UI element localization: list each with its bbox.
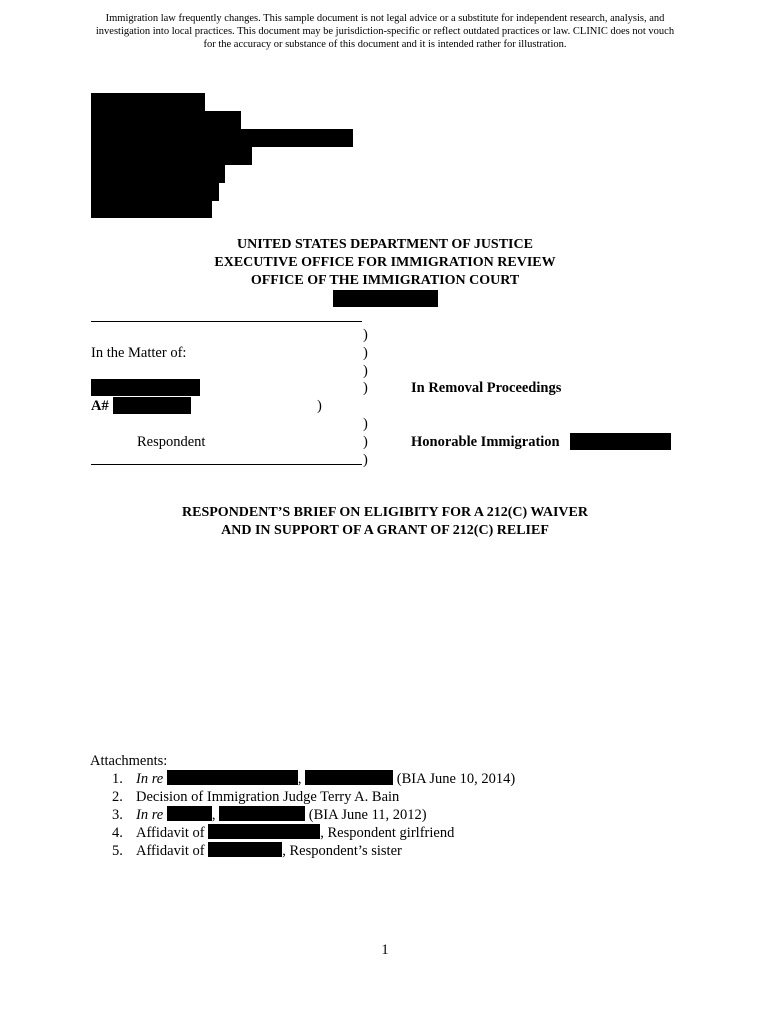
disclaimer — [60, 12, 710, 51]
respondent-label: Respondent — [137, 434, 206, 450]
attachment-suffix: (BIA June 10, 2014) — [396, 771, 516, 787]
caption-top-rule — [91, 321, 362, 322]
redaction-address-line-1 — [91, 93, 205, 111]
caption-paren: ) — [363, 452, 368, 468]
caption-paren: ) — [363, 434, 368, 450]
redaction-respondent-name — [91, 379, 200, 396]
redaction-judge-name — [570, 433, 671, 450]
caption-paren: ) — [363, 416, 368, 432]
redaction-address-line-3 — [91, 129, 353, 147]
disclaimer-line-1: Immigration law frequently changes. This sample document is not legal advice or a substitute for independent research, analysis, and — [105, 13, 665, 24]
caption-paren: ) — [363, 327, 368, 343]
redaction-address-line-6 — [91, 183, 219, 201]
redaction-a-number — [113, 397, 191, 414]
attachment-text: Decision of Immigration Judge Terry A. Bain — [136, 789, 400, 805]
caption-paren: ) — [317, 398, 322, 414]
attachment-suffix: , Respondent’s sister — [282, 843, 402, 859]
attachment-suffix: (BIA June 11, 2012) — [308, 807, 427, 823]
attachment-suffix: , Respondent girlfriend — [320, 825, 455, 841]
redaction-court-location — [333, 290, 438, 307]
a-number-label: A# — [91, 398, 109, 414]
attachment-number: 1. — [112, 771, 123, 787]
attachment-item — [90, 806, 427, 824]
redaction-affiant-name — [208, 842, 282, 857]
disclaimer-line-3: for the accuracy or substance of this document and it is intended rather for illustration. — [203, 39, 567, 50]
redaction-a-number — [305, 770, 393, 785]
redaction-address-line-4 — [91, 147, 252, 165]
attachment-item — [90, 770, 516, 788]
attachment-number: 4. — [112, 825, 123, 841]
court-heading-line-2: EXECUTIVE OFFICE FOR IMMIGRATION REVIEW — [214, 255, 556, 270]
court-heading-line-1: UNITED STATES DEPARTMENT OF JUSTICE — [237, 237, 533, 252]
caption-paren: ) — [363, 345, 368, 361]
page-number: 1 — [381, 942, 389, 958]
redaction-case-name — [167, 770, 298, 785]
caption-paren: ) — [363, 363, 368, 379]
redaction-a-number — [219, 806, 305, 821]
attachment-item — [90, 788, 400, 806]
attachment-number: 3. — [112, 807, 123, 823]
attachment-prefix: Affidavit of — [136, 843, 205, 859]
attachments-label: Attachments: — [90, 753, 168, 769]
matter-label: In the Matter of: — [91, 345, 187, 361]
attachments-list — [90, 752, 516, 860]
judge-label: Honorable Immigration — [411, 434, 560, 450]
attachment-item — [90, 824, 455, 842]
attachment-prefix: In re — [136, 807, 164, 823]
attachment-number: 5. — [112, 843, 123, 859]
brief-title-line-2: AND IN SUPPORT OF A GRANT OF 212(C) RELIEF — [221, 523, 549, 538]
proceedings-label: In Removal Proceedings — [411, 380, 562, 396]
attachment-separator: , — [211, 807, 216, 823]
attachments-label-row — [90, 752, 167, 770]
attachment-prefix: Affidavit of — [136, 825, 205, 841]
caption-bottom-rule — [91, 464, 362, 465]
redaction-address-line-5 — [91, 165, 225, 183]
caption-paren: ) — [363, 380, 368, 396]
attachment-prefix: In re — [136, 771, 164, 787]
redaction-affiant-name — [208, 824, 320, 839]
redaction-address-line-2 — [91, 111, 241, 129]
redaction-case-name — [167, 806, 212, 821]
attachment-number: 2. — [112, 789, 123, 805]
attachment-separator: , — [297, 771, 302, 787]
brief-title-line-1: RESPONDENT’S BRIEF ON ELIGIBITY FOR A 212(C) WAIVER — [182, 505, 588, 520]
attachment-item — [90, 842, 402, 860]
disclaimer-line-2: investigation into local practices. This document may be jurisdiction-specific or reflect outdated practices or law. CLINIC does not vouch — [95, 26, 675, 37]
court-heading-line-3: OFFICE OF THE IMMIGRATION COURT — [250, 273, 520, 288]
redaction-address-line-7 — [91, 201, 212, 218]
